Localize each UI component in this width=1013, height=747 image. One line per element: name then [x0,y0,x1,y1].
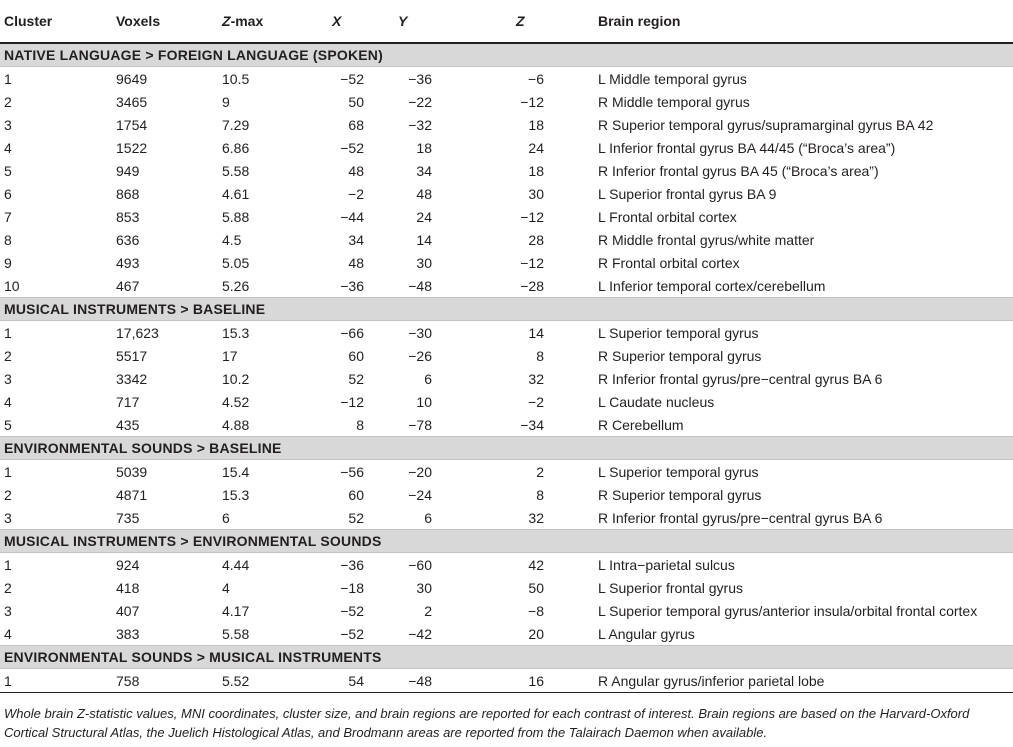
cell-z: −12 [520,254,544,271]
cell-x: 52 [348,370,364,387]
cell-voxels: 418 [116,579,140,596]
cell-z: −12 [520,208,544,225]
table-row [0,321,1013,345]
cell-y: 34 [416,162,432,179]
cell-voxels: 3342 [116,370,148,387]
cell-y: 6 [424,509,432,526]
cell-cluster: 4 [4,393,12,410]
cell-zmax: 4.61 [222,185,250,202]
cell-voxels: 717 [116,393,140,410]
cell-region: L Superior frontal gyrus [598,579,743,596]
cell-x: −56 [340,463,364,480]
cell-cluster: 2 [4,579,12,596]
cell-voxels: 467 [116,277,140,294]
table-body [0,43,1013,693]
cell-y: −36 [408,70,432,87]
header-row [0,0,1013,43]
section-title: ENVIRONMENTAL SOUNDS > MUSICAL INSTRUMENTS [0,646,1013,669]
cell-zmax: 4.5 [222,231,242,248]
table-row [0,136,1013,159]
cell-x: 54 [328,669,394,693]
cell-x: −36 [340,277,364,294]
cell-voxels: 17,623 [116,324,159,341]
section-title: NATIVE LANGUAGE > FOREIGN LANGUAGE (SPOKEN) [0,43,1013,67]
cell-y: 24 [416,208,432,225]
cell-voxels: 636 [116,231,140,248]
cell-y: 18 [416,139,432,156]
cell-z: 24 [528,139,544,156]
cell-x: 8 [356,416,364,433]
cell-voxels: 5039 [116,463,148,480]
cell-region: R Inferior frontal gyrus/pre−central gyrus BA 6 [598,509,883,526]
cell-z: 8 [536,347,544,364]
cell-x: 60 [348,486,364,503]
cell-region: R Cerebellum [598,416,684,433]
section-row [0,530,1013,553]
section-row [0,646,1013,669]
cell-z: 30 [528,185,544,202]
cell-y: −42 [408,625,432,642]
header-y-label: Y [398,13,408,29]
cell-y: 14 [416,231,432,248]
cell-voxels: 949 [116,162,140,179]
cell-cluster: 6 [4,185,12,202]
header-zmax-suffix: -max [230,13,264,29]
table-row [0,90,1013,113]
cell-y: −48 [394,669,512,693]
header-x-label: X [332,13,342,29]
cell-cluster: 4 [4,625,12,642]
cell-voxels: 735 [116,509,140,526]
cell-zmax: 5.26 [222,277,250,294]
cell-y: −48 [408,277,432,294]
cell-z: 18 [528,162,544,179]
cell-cluster: 4 [4,139,12,156]
header-x [328,0,394,43]
cell-y: 30 [416,579,432,596]
cell-zmax: 10.2 [222,370,250,387]
cell-zmax: 9 [222,93,230,110]
cell-y: 6 [424,370,432,387]
cell-z: 18 [528,116,544,133]
cell-region: L Superior temporal gyrus/anterior insula/orbital frontal cortex [598,602,978,619]
cell-y: 2 [424,602,432,619]
cell-z: −6 [528,70,544,87]
cell-x: −66 [340,324,364,341]
header-zmax [218,0,328,43]
cell-x: −12 [340,393,364,410]
cell-region: R Middle frontal gyrus/white matter [598,231,815,248]
cell-cluster: 2 [4,486,12,503]
cell-region: R Inferior frontal gyrus/pre−central gyrus BA 6 [598,370,883,387]
cell-cluster: 3 [4,370,12,387]
cell-region: L Angular gyrus [598,625,695,642]
table-row [0,506,1013,530]
cell-z: 8 [536,486,544,503]
header-z-label: Z [516,13,525,29]
cell-z: −34 [520,416,544,433]
section-row [0,437,1013,460]
cell-zmax: 6.86 [222,139,250,156]
cell-y: −78 [408,416,432,433]
cell-x: −36 [340,556,364,573]
cell-voxels: 9649 [116,70,148,87]
cell-zmax: 5.88 [222,208,250,225]
cell-voxels: 868 [116,185,140,202]
cell-z: −8 [528,602,544,619]
table-row [0,576,1013,599]
table-row [0,182,1013,205]
table-row [0,205,1013,228]
cell-cluster: 1 [4,324,12,341]
header-zmax-prefix: Z [222,13,231,29]
table-row [0,113,1013,136]
cell-z: 32 [528,370,544,387]
table-row [0,67,1013,91]
cell-zmax: 5.58 [222,625,250,642]
section-row [0,43,1013,67]
header-z [512,0,594,43]
cell-x: 60 [348,347,364,364]
cell-voxels: 3465 [116,93,148,110]
cell-cluster: 1 [4,556,12,573]
cell-x: −44 [340,208,364,225]
cell-zmax: 6 [222,509,230,526]
cell-y: 30 [416,254,432,271]
cell-zmax: 15.4 [222,463,250,480]
cell-voxels: 5517 [116,347,148,364]
table-row [0,553,1013,577]
cell-voxels: 853 [116,208,140,225]
header-y [394,0,512,43]
table-row [0,274,1013,298]
cell-voxels: 4871 [116,486,148,503]
cell-zmax: 4.44 [222,556,250,573]
table-row [0,367,1013,390]
section-row [0,298,1013,321]
table-row [0,390,1013,413]
cell-z: 50 [528,579,544,596]
section-title: MUSICAL INSTRUMENTS > ENVIRONMENTAL SOUNDS [0,530,1013,553]
cell-voxels: 924 [116,556,140,573]
table-row [0,251,1013,274]
cell-x: 34 [348,231,364,248]
cell-z: 2 [536,463,544,480]
cell-region: R Frontal orbital cortex [598,254,740,271]
cell-region: R Angular gyrus/inferior parietal lobe [594,669,1013,693]
cell-cluster: 3 [4,602,12,619]
cell-cluster: 10 [4,277,20,294]
header-cluster: Cluster [0,0,112,43]
cell-x: 52 [348,509,364,526]
cell-cluster: 1 [0,669,112,693]
cell-x: −52 [340,602,364,619]
cell-z: 32 [528,509,544,526]
cell-zmax: 17 [222,347,238,364]
cell-voxels: 1754 [116,116,148,133]
cell-voxels: 435 [116,416,140,433]
cell-region: R Inferior frontal gyrus BA 45 (“Broca’s area”) [598,162,879,179]
cell-region: R Middle temporal gyrus [598,93,750,110]
cell-y: −60 [408,556,432,573]
cell-z: −28 [520,277,544,294]
cell-region: L Frontal orbital cortex [598,208,737,225]
table-row [0,622,1013,646]
cell-cluster: 3 [4,116,12,133]
cell-y: 48 [416,185,432,202]
cell-z: −12 [520,93,544,110]
section-title: ENVIRONMENTAL SOUNDS > BASELINE [0,437,1013,460]
cell-voxels: 1522 [116,139,148,156]
table-footnote: Whole brain Z-statistic values, MNI coordinates, cluster size, and brain regions are reported for each contrast of interest. Brain regions are based on the Harvard-Oxford Cortical Structural Atlas, the Juelich Histological Atlas, and Brodmann areas are reported from the Talairach Daemon when available. [4,706,970,740]
cell-voxels: 758 [112,669,218,693]
cell-region: L Superior temporal gyrus [598,324,759,341]
table-row [0,228,1013,251]
cell-region: L Superior frontal gyrus BA 9 [598,185,777,202]
cell-voxels: 493 [116,254,140,271]
cell-y: −22 [408,93,432,110]
cell-x: −52 [340,70,364,87]
cell-y: −32 [408,116,432,133]
cell-z: 42 [528,556,544,573]
cell-y: −24 [408,486,432,503]
cell-region: R Superior temporal gyrus/supramarginal gyrus BA 42 [598,116,934,133]
cell-zmax: 5.58 [222,162,250,179]
table-row [0,159,1013,182]
cell-x: −52 [340,625,364,642]
cell-cluster: 5 [4,162,12,179]
cell-cluster: 2 [4,93,12,110]
cell-y: −30 [408,324,432,341]
section-title: MUSICAL INSTRUMENTS > BASELINE [0,298,1013,321]
cell-x: 48 [348,162,364,179]
cell-y: 10 [416,393,432,410]
cell-z: 20 [528,625,544,642]
table-row [0,460,1013,484]
cell-voxels: 383 [116,625,140,642]
cell-region: R Superior temporal gyrus [598,347,762,364]
cell-region: L Middle temporal gyrus [598,70,747,87]
cell-region: L Inferior frontal gyrus BA 44/45 (“Broca’s area”) [598,139,896,156]
cell-voxels: 407 [116,602,140,619]
cell-zmax: 7.29 [222,116,250,133]
cell-zmax: 5.05 [222,254,250,271]
table-row [0,483,1013,506]
cell-region: L Superior temporal gyrus [598,463,759,480]
cell-region: L Caudate nucleus [598,393,715,410]
cell-x: 50 [348,93,364,110]
cell-x: 68 [348,116,364,133]
cell-cluster: 2 [4,347,12,364]
cell-z: −2 [528,393,544,410]
cell-cluster: 1 [4,70,12,87]
cell-y: −26 [408,347,432,364]
table-row [0,599,1013,622]
cell-x: 48 [348,254,364,271]
cell-cluster: 8 [4,231,12,248]
table-row [0,344,1013,367]
table-row [0,669,1013,693]
table-row [0,413,1013,437]
cell-zmax: 15.3 [222,486,250,503]
cell-z: 28 [528,231,544,248]
cell-y: −20 [408,463,432,480]
cell-x: −18 [340,579,364,596]
cell-z: 16 [512,669,594,693]
cell-x: −52 [340,139,364,156]
cell-zmax: 5.52 [218,669,328,693]
cell-cluster: 5 [4,416,12,433]
cell-region: L Inferior temporal cortex/cerebellum [598,277,826,294]
cell-x: −2 [348,185,364,202]
cell-zmax: 4.17 [222,602,250,619]
header-voxels: Voxels [112,0,218,43]
cell-z: 14 [528,324,544,341]
cell-cluster: 1 [4,463,12,480]
cell-cluster: 9 [4,254,12,271]
cell-zmax: 15.3 [222,324,250,341]
cell-region: R Superior temporal gyrus [598,486,762,503]
header-region: Brain region [594,0,1013,43]
cell-region: L Intra−parietal sulcus [598,556,735,573]
cell-cluster: 7 [4,208,12,225]
cell-zmax: 4.88 [222,416,250,433]
cell-zmax: 4.52 [222,393,250,410]
cell-cluster: 3 [4,509,12,526]
cell-zmax: 4 [222,579,230,596]
cell-zmax: 10.5 [222,70,250,87]
